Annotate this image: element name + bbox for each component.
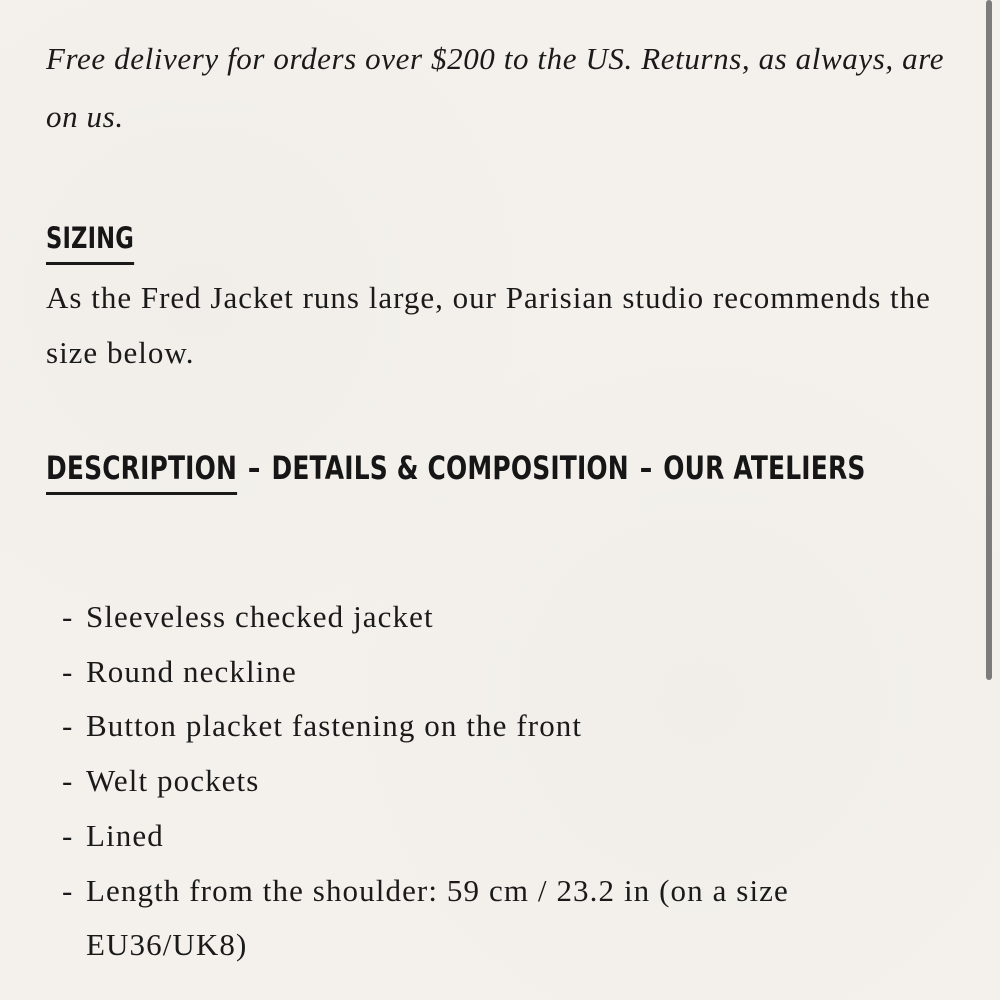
sizing-heading: SIZING	[46, 220, 134, 265]
feature-text: Lined	[86, 817, 164, 853]
sizing-recommendation: As the Fred Jacket runs large, our Parisian studio recommends the size below.	[46, 280, 931, 370]
bullet-dash: -	[62, 872, 74, 908]
list-item	[62, 699, 942, 754]
bullet-dash: -	[62, 653, 74, 689]
bullet-dash: -	[62, 599, 74, 634]
feature-text: Sleeveless checked jacket	[86, 599, 434, 634]
list-item	[62, 864, 942, 973]
bullet-dash: -	[62, 817, 74, 853]
delivery-notice: Free delivery for orders over $200 to the US. Returns, as always, are on us.	[46, 41, 945, 134]
product-info-tabs	[46, 448, 865, 495]
tab-separator: –	[639, 449, 653, 487]
tab-separator: –	[247, 449, 261, 487]
vertical-scrollbar[interactable]	[986, 0, 992, 680]
tab-details-composition[interactable]: DETAILS & COMPOSITION	[271, 449, 629, 487]
list-item	[62, 809, 942, 864]
list-item	[62, 754, 942, 809]
bullet-dash: -	[62, 763, 74, 799]
feature-text: Button placket fastening on the front	[86, 708, 583, 744]
tab-our-ateliers[interactable]: OUR ATELIERS	[663, 449, 866, 487]
description-feature-list	[62, 590, 942, 973]
feature-text: Length from the shoulder: 59 cm / 23.2 in (on a size EU36/UK8)	[86, 872, 789, 963]
list-item	[62, 645, 942, 700]
feature-text: Welt pockets	[86, 763, 260, 799]
tab-description[interactable]: DESCRIPTION	[46, 448, 237, 495]
list-item	[62, 590, 942, 645]
bullet-dash: -	[62, 708, 74, 744]
feature-text: Round neckline	[86, 653, 297, 689]
